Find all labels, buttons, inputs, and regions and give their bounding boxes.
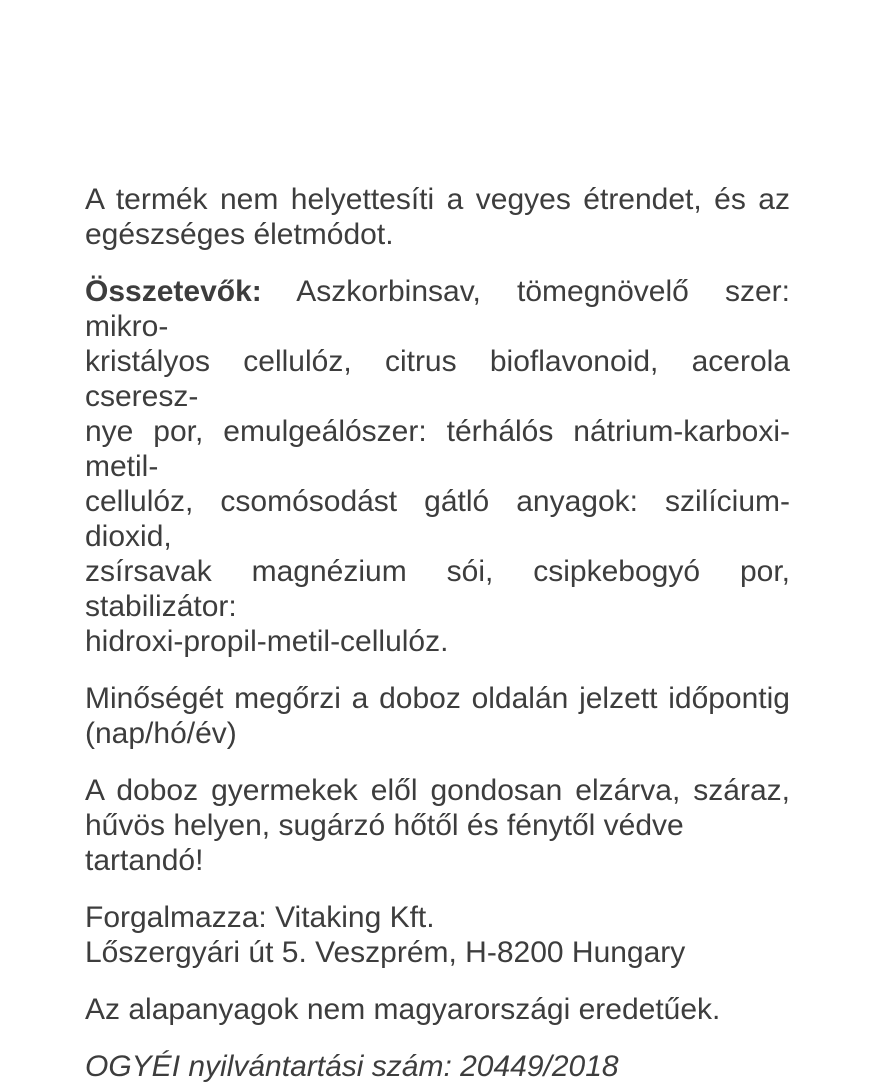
disclaimer-line-2: egészséges életmódot. [85,218,394,251]
shelf-life-line-2: (nap/hó/év) [85,717,237,750]
paragraph-registration-number [85,1049,790,1084]
storage-line-2: hűvös helyen, sugárzó hőtől és fénytől védve tartandó! [85,809,684,877]
ingredients-line-5: zsírsavak magnézium sói, csipkebogyó por, stabilizátor: [85,555,790,623]
storage-line-1: A doboz gyermekek elől gondosan elzárva, száraz, [85,774,790,807]
ingredients-line-4: cellulóz, csomósodást gátló anyagok: szilícium-dioxid, [85,485,790,553]
ingredients-label: Összetevők: [85,275,262,308]
paragraph-storage [85,773,790,878]
paragraph-distributor [85,900,790,970]
disclaimer-line-1: A termék nem helyettesíti a vegyes étrendet, és az [85,183,790,216]
paragraph-disclaimer [85,182,790,252]
ingredients-line-3: nye por, emulgeálószer: térhálós nátrium-karboxi-metil- [85,415,790,483]
shelf-life-line-1: Minőségét megőrzi a doboz oldalán jelzett időpontig [85,682,790,715]
ingredients-line-6: hidroxi-propil-metil-cellulóz. [85,625,449,658]
registration-line-1: OGYÉI nyilvántartási szám: 20449/2018 [85,1050,619,1083]
distributor-line-2: Lőszergyári út 5. Veszprém, H-8200 Hungary [85,936,686,969]
ingredients-line-1 [85,274,790,344]
distributor-line-1: Forgalmazza: Vitaking Kft. [85,901,435,934]
origin-line-1: Az alapanyagok nem magyarországi eredetűek. [85,993,721,1026]
paragraph-ingredients [85,274,790,659]
ingredients-line-1-rest: Aszkorbinsav, tömegnövelő szer: mikro- [85,275,790,343]
paragraph-origin [85,992,790,1027]
label-text-block [85,182,790,1084]
paragraph-shelf-life [85,681,790,751]
ingredients-line-2: kristályos cellulóz, citrus bioflavonoid, acerola cseresz- [85,345,790,413]
